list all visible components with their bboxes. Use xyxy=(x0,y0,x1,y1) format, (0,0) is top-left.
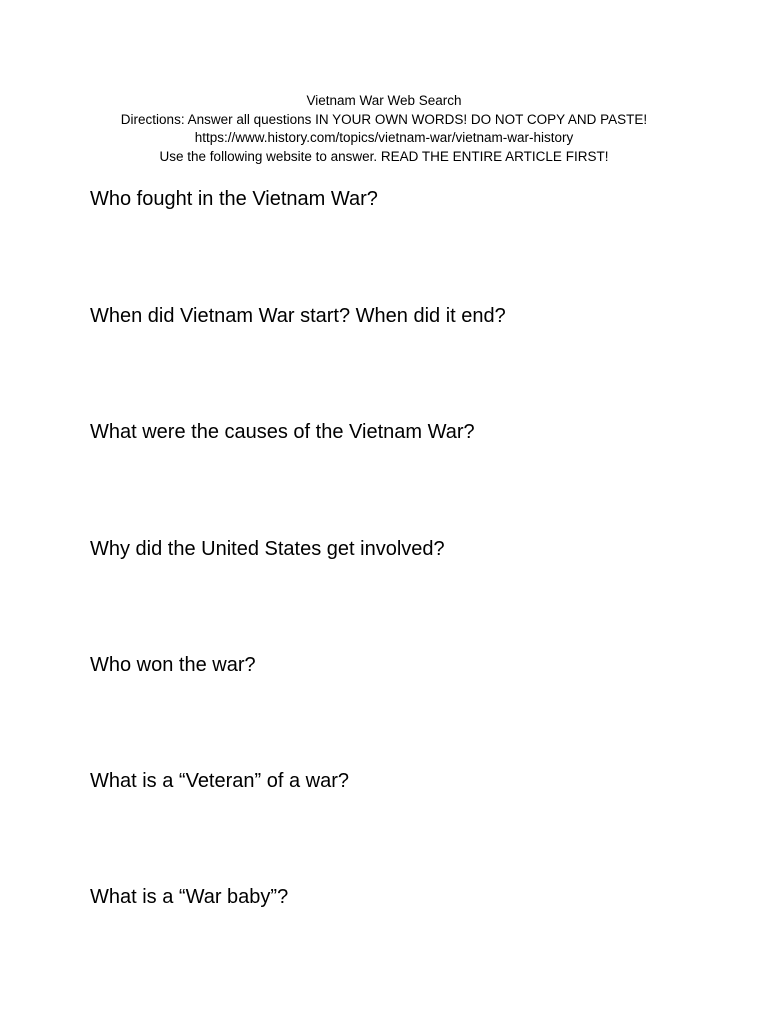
question-5: Who won the war? xyxy=(90,654,256,676)
question-2: When did Vietnam War start? When did it end? xyxy=(90,305,506,327)
question-7: What is a “War baby”? xyxy=(90,886,289,908)
question-4: Why did the United States get involved? xyxy=(90,538,445,560)
reading-instruction: Use the following website to answer. READ THE ENTIRE ARTICLE FIRST! xyxy=(159,148,609,164)
question-6: What is a “Veteran” of a war? xyxy=(90,770,350,792)
worksheet-header xyxy=(0,92,768,166)
question-1: Who fought in the Vietnam War? xyxy=(90,188,378,210)
worksheet-title: Vietnam War Web Search xyxy=(306,93,462,108)
worksheet-directions: Directions: Answer all questions IN YOUR OWN WORDS! DO NOT COPY AND PASTE! xyxy=(120,111,648,127)
question-3: What were the causes of the Vietnam War? xyxy=(90,421,475,443)
reference-url: https://www.history.com/topics/vietnam-war/vietnam-war-history xyxy=(194,130,574,146)
